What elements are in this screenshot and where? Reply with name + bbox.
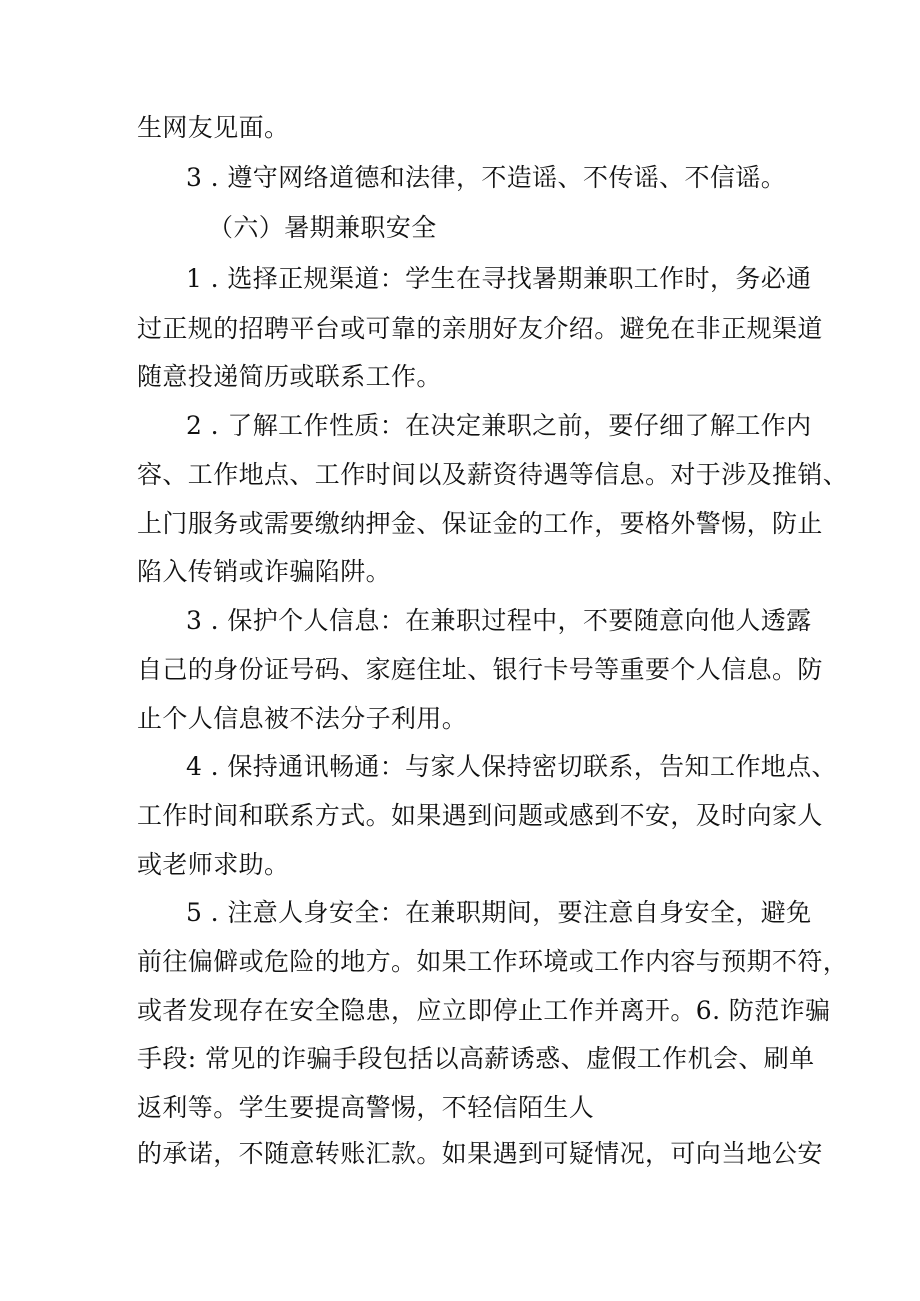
text-line: 前往偏僻或危险的地方。如果工作环境或工作内容与预期不符， [137, 947, 849, 976]
text-line: 手段: 常见的诈骗手段包括以高薪诱惑、虚假工作机会、刷单 [137, 1044, 815, 1073]
text-line: 陷入传销或诈骗陷阱。 [137, 557, 392, 586]
text-line: 5 . 注意人身安全：在兼职期间，要注意自身安全，避免 [186, 898, 812, 927]
text-line: 3 . 遵守网络道德和法律，不造谣、不传谣、不信谣。 [186, 163, 787, 192]
text-line: 上门服务或需要缴纳押金、保证金的工作，要格外警惕，防止 [137, 509, 823, 538]
text-line: 过正规的招聘平台或可靠的亲朋好友介绍。避免在非正规渠道 [137, 314, 823, 343]
text-line: 自己的身份证号码、家庭住址、银行卡号等重要个人信息。防 [137, 655, 823, 684]
text-line: 随意投递简历或联系工作。 [137, 362, 442, 391]
text-line: 工作时间和联系方式。如果遇到问题或感到不安，及时向家人 [137, 801, 823, 830]
text-line: 4 . 保持通讯畅通：与家人保持密切联系，告知工作地点、 [186, 752, 837, 781]
text-line: 或老师求助。 [137, 850, 290, 879]
text-line: 的承诺，不随意转账汇款。如果遇到可疑情况，可向当地公安 [137, 1139, 823, 1168]
section-heading: （六）暑期兼职安全 [208, 213, 437, 242]
text-line: 1 . 选择正规渠道：学生在寻找暑期兼职工作时，务必通 [186, 264, 812, 293]
text-line: 3 . 保护个人信息：在兼职过程中，不要随意向他人透露 [186, 606, 812, 635]
text-line: 生网友见面。 [137, 113, 290, 142]
text-line: 容、工作地点、工作时间以及薪资待遇等信息。对于涉及推销、 [137, 460, 849, 489]
text-line: 止个人信息被不法分子利用。 [137, 704, 468, 733]
text-line: 返利等。学生要提高警惕，不轻信陌生人 [137, 1093, 595, 1122]
text-line: 2 . 了解工作性质：在决定兼职之前，要仔细了解工作内 [186, 411, 812, 440]
text-line: 或者发现存在安全隐患，应立即停止工作并离开。6. 防范诈骗 [137, 996, 831, 1025]
